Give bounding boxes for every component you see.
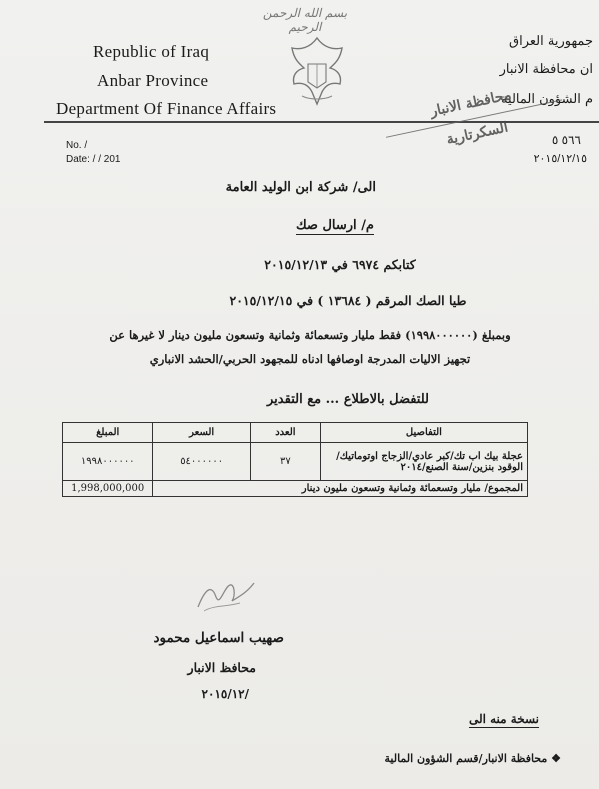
- table-header-count: العدد: [250, 423, 320, 443]
- signature-date: ٢٠١٥/١٢/: [201, 687, 249, 701]
- table-cell-details: عجلة بيك اب تك/كبر عادي/الزجاج اوتوماتيك/الوقود بنزين/سنة الصنع/٢٠١٤: [320, 443, 527, 481]
- letter-reference-line: كتابكم ٦٩٧٤ في ٢٠١٥/١٢/١٣: [264, 257, 416, 272]
- number-label: No. /: [66, 140, 88, 151]
- header-en-department: Department Of Finance Affairs: [56, 99, 277, 118]
- header-ar-province: ان محافظة الانبار: [499, 62, 593, 77]
- table-cell-amount: ١٩٩٨٠٠٠٠٠٠: [63, 443, 153, 481]
- date-label: Date: / / 201: [66, 154, 121, 165]
- table-header-row: [63, 423, 528, 443]
- header-ar-department: م الشؤون المالية: [501, 92, 593, 107]
- letter-body-line-2: تجهيز الاليات المدرجة اوصافها ادناه للمجهود الحربي/الحشد الانباري: [149, 352, 471, 366]
- cc-item: [385, 752, 561, 765]
- reference-date: ٢٠١٥/١٢/١٥: [533, 153, 587, 165]
- signatory-name: صهيب اسماعيل محمود: [153, 630, 284, 646]
- table-total-amount: 1,998,000,000: [63, 481, 153, 497]
- bullet-icon: ❖: [547, 752, 561, 765]
- signatory-title: محافظ الانبار: [187, 660, 256, 675]
- iraq-emblem-icon: [282, 34, 352, 110]
- cc-heading: [469, 712, 539, 726]
- header-en-province: Anbar Province: [97, 71, 209, 90]
- table-cell-count: ٣٧: [250, 443, 320, 481]
- table-cell-price: ٥٤٠٠٠٠٠٠: [153, 443, 251, 481]
- letter-subject-text: م/ ارسال صك: [295, 218, 374, 233]
- table-header-price: السعر: [153, 423, 251, 443]
- table-header-amount: المبلغ: [63, 423, 153, 443]
- table-row: [63, 443, 528, 481]
- letter-body-line-1: وبمبلغ (١٩٩٨٠٠٠٠٠٠) فقط مليار وتسعمائة وثمانية وتسعون مليون دينار لا غيرها عن: [109, 328, 511, 342]
- table-total-row: [63, 481, 528, 497]
- vehicles-table: [62, 422, 528, 497]
- bismillah: بسم الله الرحمن الرحيم: [262, 6, 348, 34]
- reference-number: ٥٦٦ ٥: [551, 133, 581, 147]
- signature-scribble-icon: [190, 577, 260, 617]
- header-ar-republic: جمهورية العراق: [509, 34, 593, 49]
- letter-recipient: الى/ شركة ابن الوليد العامة: [225, 180, 376, 195]
- letter-closing: للتفضل بالاطلاع ... مع التقدير: [267, 392, 429, 407]
- cc-item-text: محافظة الانبار/قسم الشؤون المالية: [384, 752, 548, 765]
- table-header-details: التفاصيل: [320, 423, 527, 443]
- table-total-text: المجموع/ مليار وتسعمائة وثمانية وتسعون مليون دينار: [153, 481, 528, 497]
- letter-attached-line: طيا الصك المرقم ( ١٣٦٨٤ ) في ٢٠١٥/١٢/١٥: [229, 293, 467, 308]
- letter-subject: [296, 218, 374, 233]
- cc-heading-text: نسخة منه الى: [468, 712, 539, 726]
- office-stamp: محافظة الانبار السكرتارية: [380, 70, 571, 176]
- header-en-republic: Republic of Iraq: [93, 42, 210, 61]
